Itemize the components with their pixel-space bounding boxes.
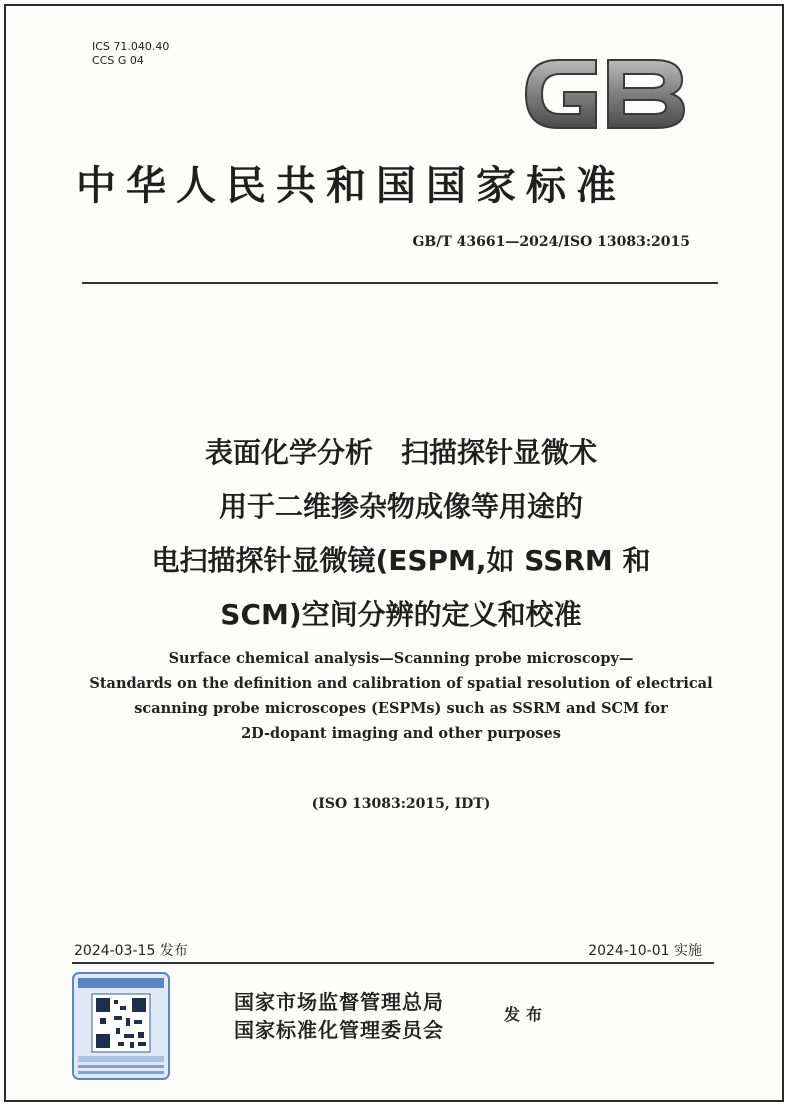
authority-sac: 国家标准化管理委员会 [234, 1018, 444, 1042]
english-title-line: 2D-dopant imaging and other purposes [241, 725, 561, 742]
english-title [66, 646, 736, 746]
issuing-authorities [234, 988, 444, 1044]
chinese-title-line: 用于二维掺杂物成像等用途的 [218, 490, 583, 523]
standard-number: GB/T 43661—2024/ISO 13083:2015 [412, 234, 690, 250]
iso-equivalence: (ISO 13083:2015, IDT) [311, 796, 491, 812]
issue-date: 2024-03-15 发布 [74, 943, 188, 959]
implementation-date: 2024-10-01 实施 [588, 943, 702, 959]
chinese-title-line: 电扫描探针显微镜(ESPM,如 SSRM 和 [151, 544, 651, 577]
chinese-title-line: SCM)空间分辨的定义和校准 [220, 598, 582, 631]
chinese-title-line: 表面化学分析 扫描探针显微术 [204, 436, 597, 469]
header-divider [82, 282, 718, 284]
classification-codes [92, 40, 169, 68]
standard-cover-page [4, 4, 784, 1102]
publish-label: 发布 [504, 1005, 549, 1024]
chinese-title [66, 426, 736, 642]
ccs-code: CCS G 04 [92, 54, 144, 67]
gb-logo [518, 50, 690, 138]
standard-type-heading: 中华人民共和国国家标准 [76, 162, 626, 209]
anti-counterfeit-qr-seal [72, 972, 170, 1080]
english-title-line: Standards on the definition and calibration of spatial resolution of electrical [89, 675, 713, 692]
footer-divider [72, 962, 714, 964]
english-title-line: scanning probe microscopes (ESPMs) such as SSRM and SCM for [134, 700, 668, 717]
english-title-line: Surface chemical analysis—Scanning probe microscopy— [168, 650, 634, 667]
authority-samr: 国家市场监督管理总局 [234, 990, 444, 1014]
ics-code: ICS 71.040.40 [92, 40, 170, 53]
